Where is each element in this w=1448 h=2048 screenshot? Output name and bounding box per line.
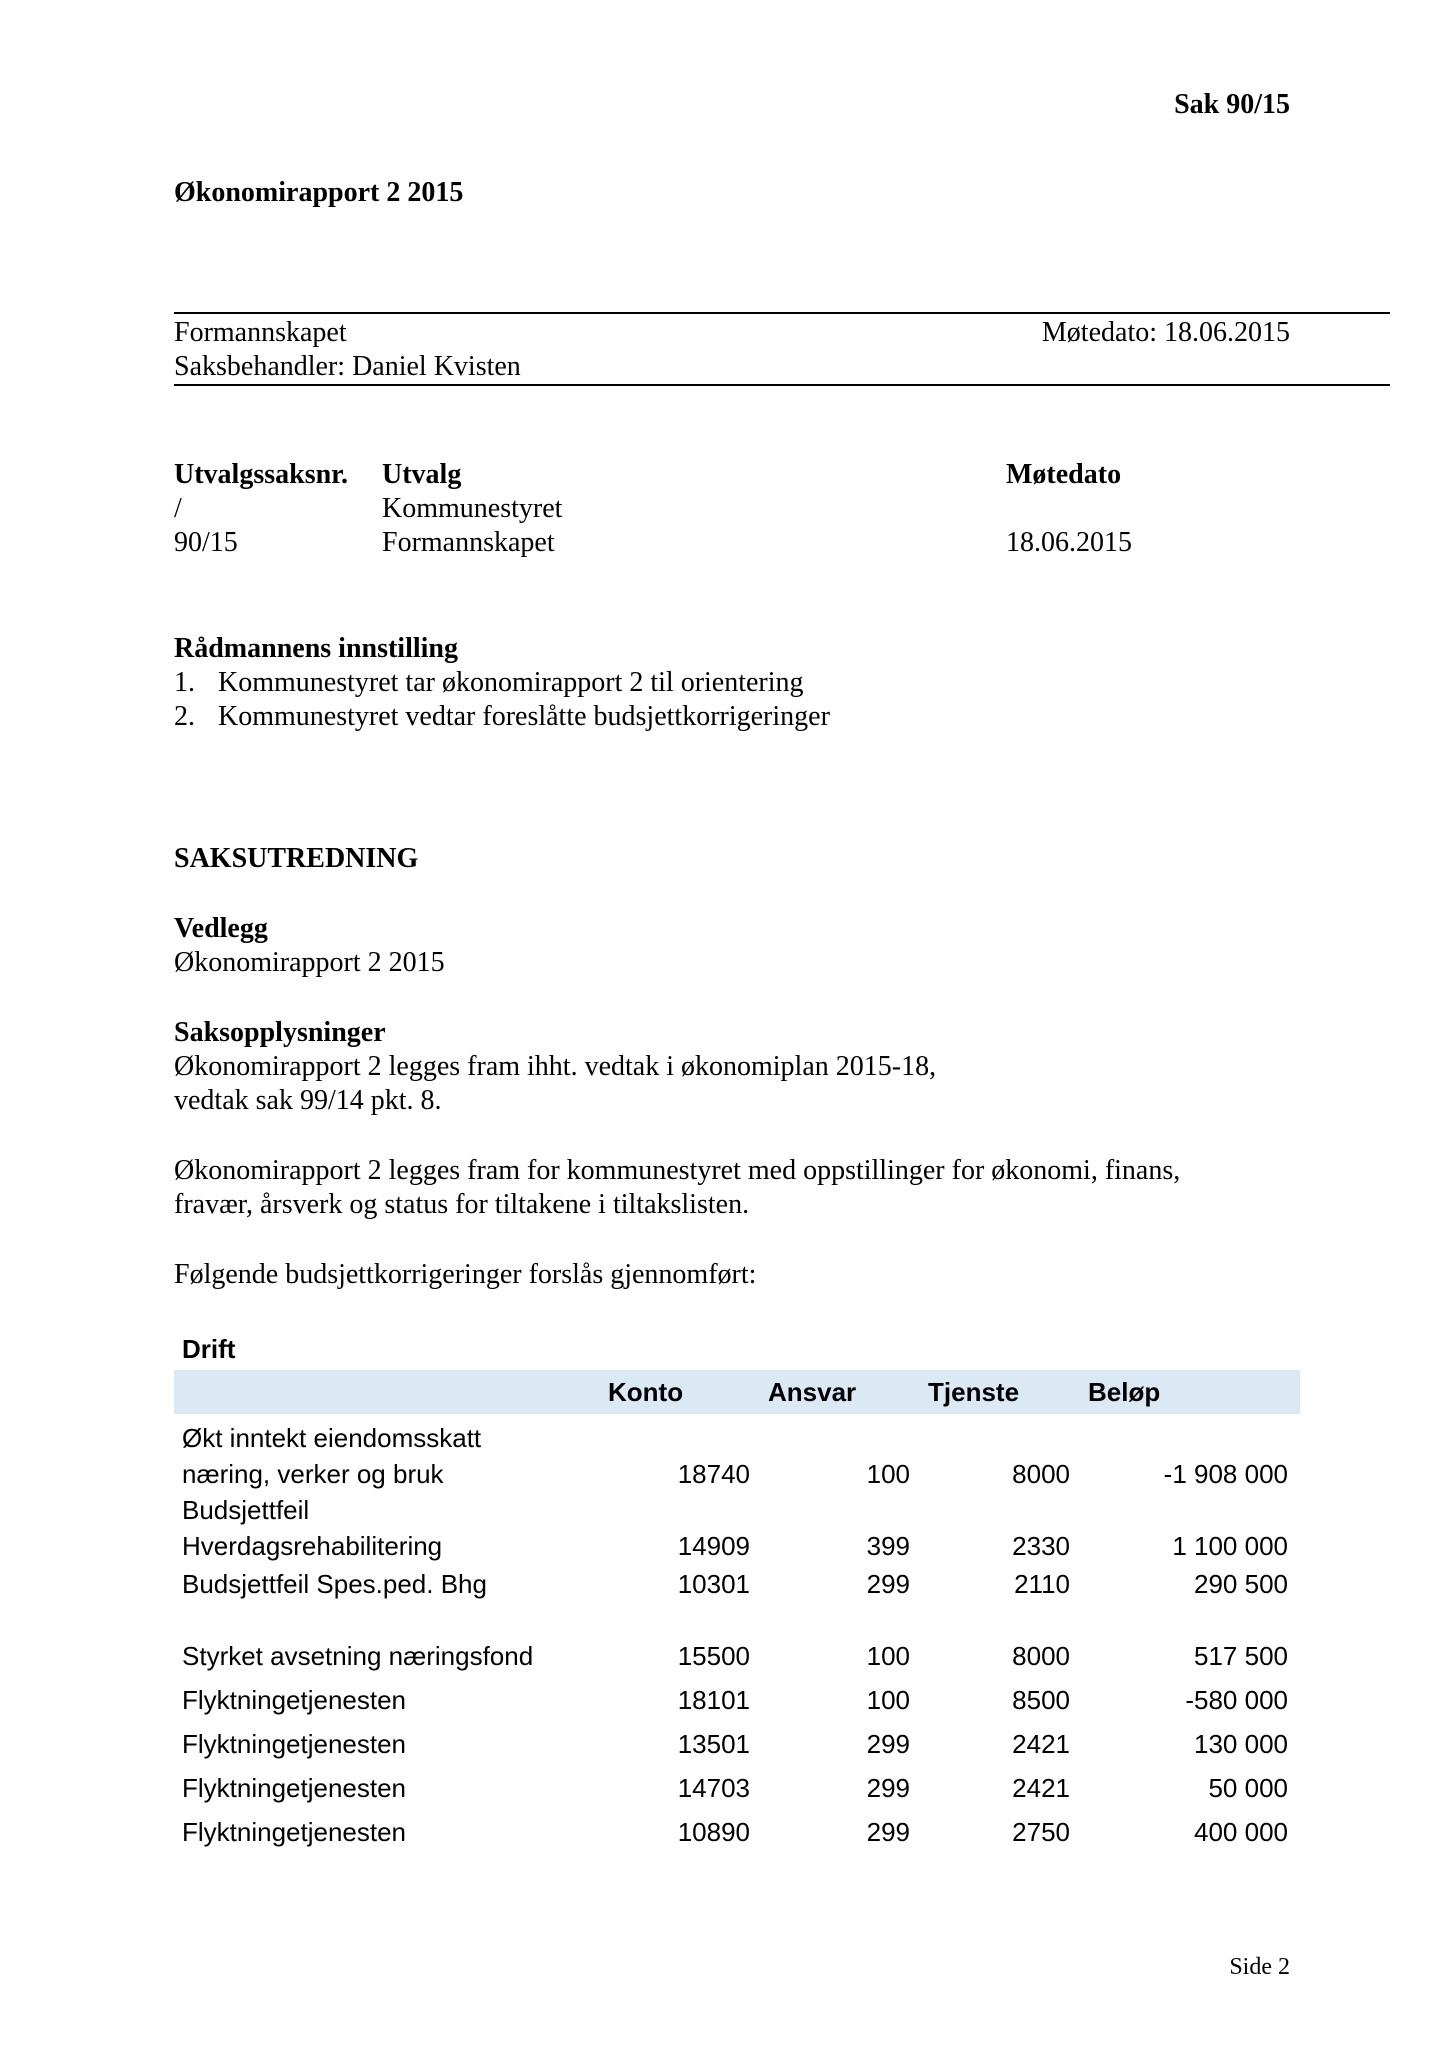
cell-ansvar: 299 <box>866 1569 910 1599</box>
table-row <box>182 1492 1292 1564</box>
header-bottom-rule <box>174 384 1390 386</box>
cell-tjeneste: 8000 <box>1012 1459 1070 1489</box>
cell-tjeneste: 2110 <box>1014 1569 1070 1599</box>
col-header-tjenste: Tjenste <box>928 1377 1020 1407</box>
table-row <box>182 1770 1292 1806</box>
cell-konto: 14703 <box>677 1773 750 1803</box>
col-header-meeting-date: Møtedato <box>1006 459 1122 490</box>
table-cell: Formannskapet <box>382 527 555 558</box>
recommendation-item-num: 1. <box>174 667 195 698</box>
row-description: Økt inntekt eiendomsskatt <box>182 1423 482 1453</box>
header-top-rule <box>174 312 1390 314</box>
cell-ansvar: 100 <box>866 1641 910 1671</box>
table-row <box>182 1814 1292 1850</box>
cell-tjeneste: 8000 <box>1012 1641 1070 1671</box>
table-cell: 90/15 <box>174 527 238 558</box>
drift-table-header <box>174 1370 1300 1414</box>
cell-tjeneste: 2421 <box>1012 1729 1070 1759</box>
cell-belop: 290 500 <box>1194 1569 1288 1599</box>
col-header-committee: Utvalg <box>382 459 462 490</box>
cell-ansvar: 100 <box>866 1459 910 1489</box>
cell-konto: 14909 <box>677 1531 750 1561</box>
cell-tjeneste: 8500 <box>1012 1685 1070 1715</box>
table-row <box>182 1726 1292 1762</box>
table-cell: / <box>174 493 182 524</box>
attachment-heading: Vedlegg <box>174 913 268 944</box>
meeting-date: Møtedato: 18.06.2015 <box>1041 317 1290 348</box>
cell-belop: 130 000 <box>1194 1729 1288 1759</box>
cell-belop: 400 000 <box>1194 1817 1288 1847</box>
cell-konto: 18101 <box>677 1685 750 1715</box>
row-description: Styrket avsetning næringsfond <box>182 1641 534 1671</box>
cell-konto: 10301 <box>677 1569 750 1599</box>
row-description: Budsjettfeil Spes.ped. Bhg <box>182 1569 487 1599</box>
cell-belop: 1 100 000 <box>1172 1531 1288 1561</box>
row-description: Budsjettfeil <box>182 1495 310 1525</box>
recommendation-item: Kommunestyret tar økonomirapport 2 til orientering <box>218 667 804 698</box>
row-description: Hverdagsrehabilitering <box>182 1531 443 1561</box>
paragraph-line: fravær, årsverk og status for tiltakene i tiltakslisten. <box>174 1189 750 1220</box>
table-cell: Kommunestyret <box>382 493 563 524</box>
case-info-heading: Saksopplysninger <box>174 1017 386 1048</box>
drift-table-title: Drift <box>182 1334 236 1364</box>
table-row <box>182 1420 1292 1492</box>
col-header-konto: Konto <box>608 1377 684 1407</box>
col-header-ansvar: Ansvar <box>768 1377 857 1407</box>
cell-belop: -1 908 000 <box>1163 1459 1288 1489</box>
recommendation-item-num: 2. <box>174 701 195 732</box>
organ-name: Formannskapet <box>174 317 347 348</box>
cell-belop: 50 000 <box>1208 1773 1288 1803</box>
section-heading: SAKSUTREDNING <box>174 843 419 874</box>
paragraph-line: Økonomirapport 2 legges fram for kommunestyret med oppstillinger for økonomi, finans, <box>174 1155 1181 1186</box>
paragraph-line: Økonomirapport 2 legges fram ihht. vedtak i økonomiplan 2015-18, <box>174 1051 937 1082</box>
row-description: næring, verker og bruk <box>182 1459 444 1489</box>
cell-tjeneste: 2421 <box>1012 1773 1070 1803</box>
cell-konto: 15500 <box>677 1641 750 1671</box>
table-row <box>182 1638 1292 1674</box>
case-officer: Saksbehandler: Daniel Kvisten <box>174 351 521 382</box>
row-description: Flyktningetjenesten <box>182 1729 407 1759</box>
table-row <box>182 1566 1292 1602</box>
document-title: Økonomirapport 2 2015 <box>174 177 464 208</box>
cell-ansvar: 299 <box>866 1817 910 1847</box>
table-row <box>182 1682 1292 1718</box>
attachment-text: Økonomirapport 2 2015 <box>174 947 445 978</box>
cell-konto: 13501 <box>677 1729 750 1759</box>
row-description: Flyktningetjenesten <box>182 1817 407 1847</box>
row-description: Flyktningetjenesten <box>182 1773 407 1803</box>
cell-tjeneste: 2750 <box>1012 1817 1070 1847</box>
cell-konto: 18740 <box>677 1459 750 1489</box>
cell-belop: -580 000 <box>1185 1685 1288 1715</box>
case-number: Sak 90/15 <box>1174 89 1290 120</box>
recommendation-heading: Rådmannens innstilling <box>174 633 458 664</box>
cell-ansvar: 399 <box>866 1531 910 1561</box>
cell-belop: 517 500 <box>1194 1641 1288 1671</box>
table-cell: 18.06.2015 <box>1006 527 1132 558</box>
cell-tjeneste: 2330 <box>1012 1531 1070 1561</box>
cell-ansvar: 299 <box>866 1729 910 1759</box>
paragraph-line: vedtak sak 99/14 pkt. 8. <box>174 1085 442 1116</box>
paragraph-line: Følgende budsjettkorrigeringer forslås gjennomført: <box>174 1259 757 1290</box>
col-header-belop: Beløp <box>1088 1377 1161 1407</box>
page-number: Side 2 <box>1229 1954 1290 1980</box>
cell-konto: 10890 <box>677 1817 750 1847</box>
col-header-case-no: Utvalgssaksnr. <box>174 459 349 490</box>
recommendation-item: Kommunestyret vedtar foreslåtte budsjettkorrigeringer <box>218 701 830 732</box>
row-description: Flyktningetjenesten <box>182 1685 407 1715</box>
cell-ansvar: 100 <box>866 1685 910 1715</box>
cell-ansvar: 299 <box>866 1773 910 1803</box>
